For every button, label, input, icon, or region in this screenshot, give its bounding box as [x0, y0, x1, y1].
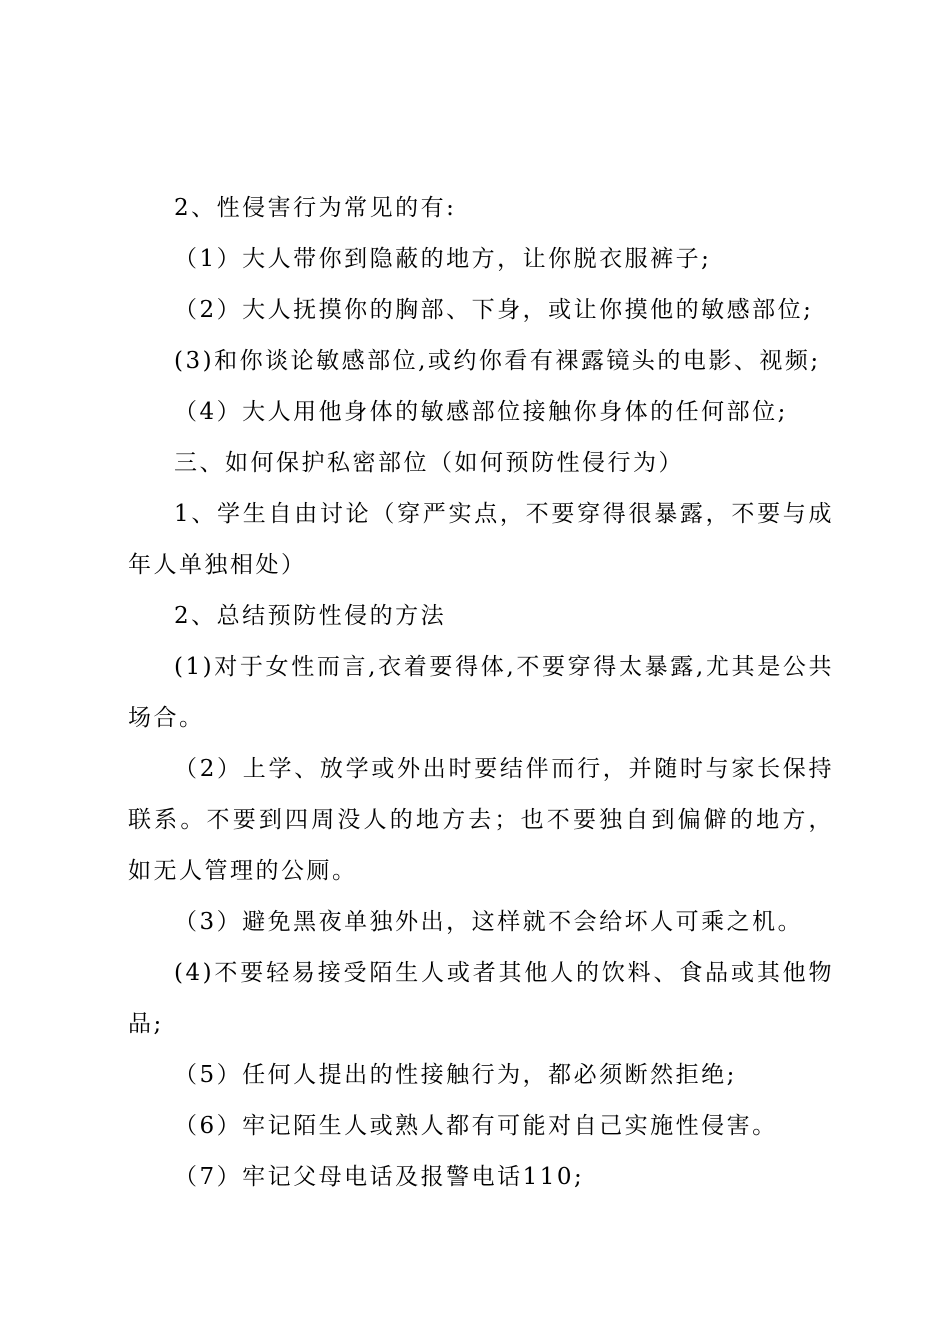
paragraph: （2）上学、放学或外出时要结伴而行，并随时与家长保持联系。不要到四周没人的地方去；也不要独自到偏僻的地方，如无人管理的公厕。: [128, 756, 834, 884]
paragraph: （3）避免黑夜单独外出，这样就不会给坏人可乘之机。: [174, 909, 804, 935]
paragraph: (1)对于女性而言,衣着要得体,不要穿得太暴露,尤其是公共场合。: [128, 654, 834, 731]
paragraph: （7）牢记父母电话及报警电话110;: [174, 1164, 585, 1190]
paragraph: (3)和你谈论敏感部位,或约你看有裸露镜头的电影、视频;: [174, 348, 821, 374]
paragraph: (4)不要轻易接受陌生人或者其他人的饮料、食品或其他物品;: [128, 960, 834, 1037]
document-body: [128, 183, 834, 1203]
paragraph: （2）大人抚摸你的胸部、下身，或让你摸他的敏感部位;: [174, 297, 814, 323]
paragraph: （5）任何人提出的性接触行为，都必须断然拒绝;: [174, 1062, 737, 1088]
paragraph: 2、总结预防性侵的方法: [174, 603, 447, 629]
paragraph: （4）大人用他身体的敏感部位接触你身体的任何部位;: [174, 399, 788, 425]
paragraph: 2、性侵害行为常见的有:: [174, 195, 457, 221]
paragraph: （6）牢记陌生人或熟人都有可能对自己实施性侵害。: [174, 1113, 778, 1139]
paragraph: （1）大人带你到隐蔽的地方，让你脱衣服裤子;: [174, 246, 712, 272]
section-heading: 三、如何保护私密部位（如何预防性侵行为）: [174, 450, 684, 476]
paragraph: 1、学生自由讨论（穿严实点，不要穿得很暴露，不要与成年人单独相处）: [128, 501, 834, 578]
